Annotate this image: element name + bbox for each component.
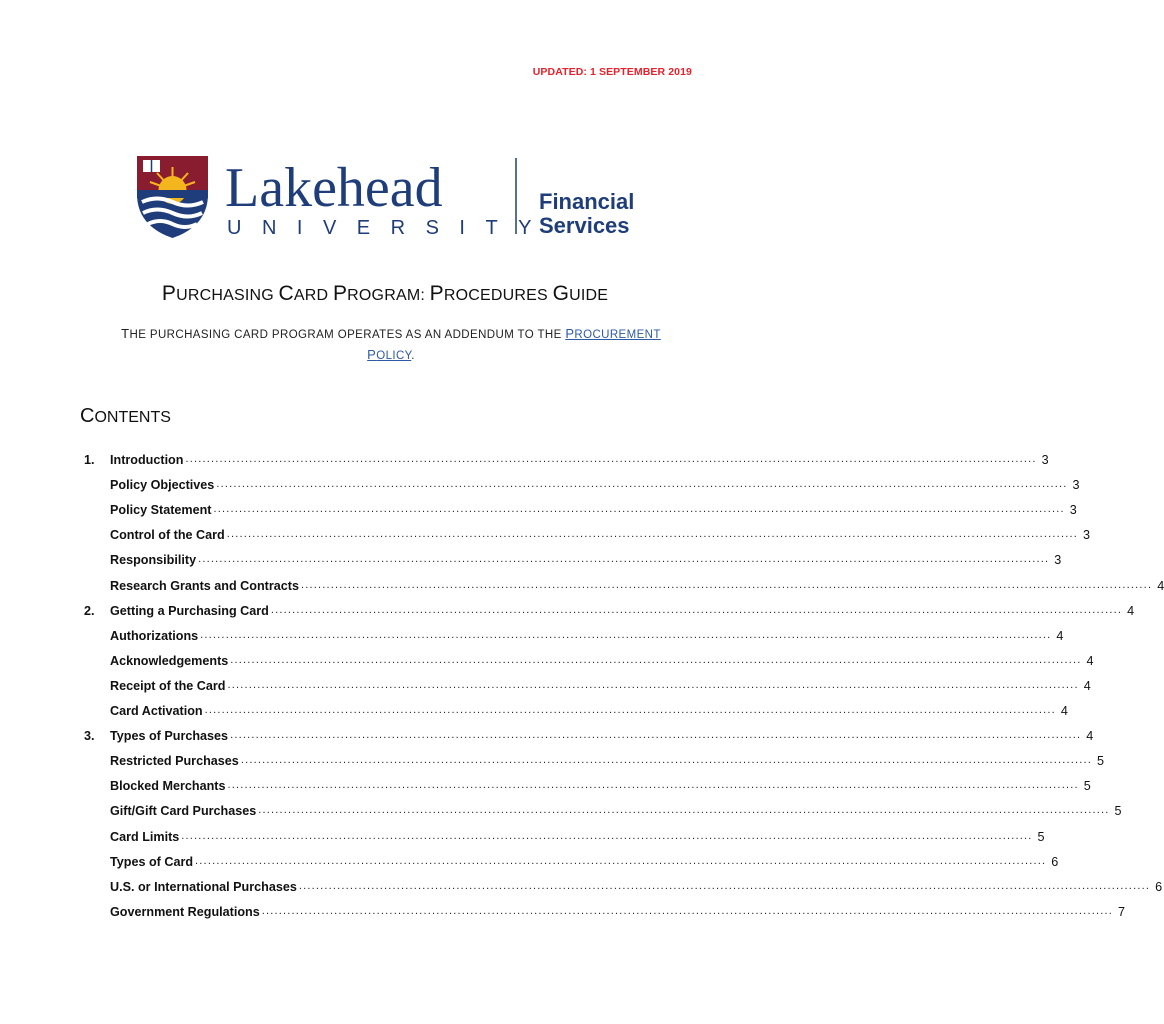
toc-leader-dots: ........................................................................................................................................................................................................ xyxy=(204,704,1056,717)
toc-leader-dots: ........................................................................................................................................................................................................ xyxy=(258,804,1110,817)
toc-entry-page: 3 xyxy=(1072,478,1080,493)
toc-entry-label: U.S. or International Purchases xyxy=(110,879,297,894)
toc-entry[interactable] xyxy=(84,869,1163,894)
toc-entry-page: 5 xyxy=(1114,804,1122,819)
toc-leader-dots: ........................................................................................................................................................................................................ xyxy=(181,829,1033,842)
toc-entry-number: 3. xyxy=(84,729,95,744)
toc-entry-page: 5 xyxy=(1037,829,1045,844)
toc-entry-label: Gift/Gift Card Purchases xyxy=(110,804,257,819)
toc-leader-dots: ........................................................................................................................................................................................................ xyxy=(270,603,1123,616)
toc-leader-dots: ........................................................................................................................................................................................................ xyxy=(213,503,1065,516)
toc-leader-dots: ........................................................................................................................................................................................................ xyxy=(226,528,1078,541)
toc-entry[interactable] xyxy=(84,643,1094,668)
toc-entry[interactable] xyxy=(84,467,1080,493)
toc-entry[interactable] xyxy=(84,793,1122,819)
toc-entry-page: 4 xyxy=(1056,628,1064,643)
toc-leader-dots: ........................................................................................................................................................................................................ xyxy=(230,653,1082,666)
toc-leader-dots: ........................................................................................................................................................................................................ xyxy=(300,578,1153,591)
toc-leader-dots: ........................................................................................................................................................................................................ xyxy=(200,628,1052,641)
toc-entry-page: 6 xyxy=(1155,879,1163,894)
toc-leader-dots: ........................................................................................................................................................................................................ xyxy=(261,904,1113,917)
toc-entry[interactable] xyxy=(84,442,1049,468)
toc-entry[interactable] xyxy=(84,618,1064,643)
page-subtitle: THE PURCHASING CARD PROGRAM OPERATES AS AN ADDENDUM TO THE PROCUREMENT POLICY. xyxy=(121,326,661,362)
toc-entry[interactable] xyxy=(84,668,1091,693)
toc-leader-dots: ........................................................................................................................................................................................................ xyxy=(185,453,1037,466)
toc-entry-page: 3 xyxy=(1082,528,1090,543)
toc-entry-label: Policy Objectives xyxy=(110,478,215,493)
toc-entry-label: Receipt of the Card xyxy=(110,678,226,693)
toc-entry[interactable] xyxy=(84,542,1062,568)
toc-entry-label: Acknowledgements xyxy=(110,653,229,668)
toc-entry-page: 3 xyxy=(1041,453,1049,468)
toc-entry[interactable] xyxy=(84,517,1090,543)
toc-entry-label: Introduction xyxy=(110,453,184,468)
toc-leader-dots: ........................................................................................................................................................................................................ xyxy=(240,754,1093,767)
toc-entry[interactable] xyxy=(84,844,1059,869)
toc-entry-label: Policy Statement xyxy=(110,503,212,518)
toc-leader-dots: ........................................................................................................................................................................................................ xyxy=(227,678,1079,691)
toc-entry[interactable] xyxy=(84,593,1135,618)
toc-entry-page: 4 xyxy=(1157,578,1164,593)
toc-entry-page: 3 xyxy=(1054,553,1062,568)
logo-name-line1: Lakehead xyxy=(225,157,443,219)
toc-leader-dots: ........................................................................................................................................................................................................ xyxy=(198,553,1050,566)
toc-entry[interactable] xyxy=(84,492,1077,518)
logo-name-line2: UNIVERSITY xyxy=(227,217,553,239)
contents-heading: CONTENTS xyxy=(80,405,171,427)
toc-entry-label: Research Grants and Contracts xyxy=(110,578,299,593)
shield-icon xyxy=(137,156,208,238)
toc-entry-label: Types of Card xyxy=(110,854,194,869)
toc-entry-label: Restricted Purchases xyxy=(110,754,239,769)
toc-entry-page: 5 xyxy=(1097,754,1105,769)
procurement-policy-link[interactable]: PROCUREMENT POLICY xyxy=(367,326,661,362)
toc-leader-dots: ........................................................................................................................................................................................................ xyxy=(230,729,1082,742)
toc-entry-page: 7 xyxy=(1117,904,1125,919)
toc-entry[interactable] xyxy=(84,768,1091,794)
toc-entry[interactable] xyxy=(84,718,1094,744)
logo-dept-line1: Financial xyxy=(539,189,635,214)
toc-entry-number: 1. xyxy=(84,453,95,468)
toc-entry-label: Authorizations xyxy=(110,628,199,643)
toc-entry-label: Card Limits xyxy=(110,829,180,844)
toc-entry[interactable] xyxy=(84,693,1068,719)
toc-entry-label: Government Regulations xyxy=(110,904,260,919)
toc-entry-page: 4 xyxy=(1083,678,1091,693)
toc-entry-page: 6 xyxy=(1051,854,1059,869)
toc-leader-dots: ........................................................................................................................................................................................................ xyxy=(298,879,1151,892)
toc-entry-label: Types of Purchases xyxy=(110,729,229,744)
page-title: PURCHASING CARD PROGRAM: PROCEDURES GUIDE xyxy=(161,282,609,305)
toc-entry-page: 4 xyxy=(1060,704,1068,719)
toc-entry-page: 4 xyxy=(1127,603,1135,618)
toc-entry-label: Getting a Purchasing Card xyxy=(110,603,269,618)
toc-leader-dots: ........................................................................................................................................................................................................ xyxy=(195,854,1047,867)
toc-entry-page: 4 xyxy=(1086,653,1094,668)
updated-date: UPDATED: 1 SEPTEMBER 2019 xyxy=(532,66,692,78)
toc-entry-label: Responsibility xyxy=(110,553,197,568)
toc-entry-number: 2. xyxy=(84,603,95,618)
toc-entry[interactable] xyxy=(84,894,1125,919)
toc-entry-page: 5 xyxy=(1083,779,1091,794)
toc-entry[interactable] xyxy=(84,743,1105,769)
toc-entry-label: Card Activation xyxy=(110,704,203,719)
lakehead-logo xyxy=(132,150,642,245)
toc-entry-label: Blocked Merchants xyxy=(110,779,226,794)
toc-entry-page: 3 xyxy=(1069,503,1077,518)
logo-dept-line2: Services xyxy=(539,213,630,238)
toc-leader-dots: ........................................................................................................................................................................................................ xyxy=(216,478,1068,491)
toc-entry[interactable] xyxy=(84,818,1045,844)
toc-entry[interactable] xyxy=(84,567,1164,593)
table-of-contents xyxy=(84,442,1164,919)
toc-entry-page: 4 xyxy=(1086,729,1094,744)
toc-leader-dots: ........................................................................................................................................................................................................ xyxy=(227,779,1079,792)
toc-entry-label: Control of the Card xyxy=(110,528,225,543)
